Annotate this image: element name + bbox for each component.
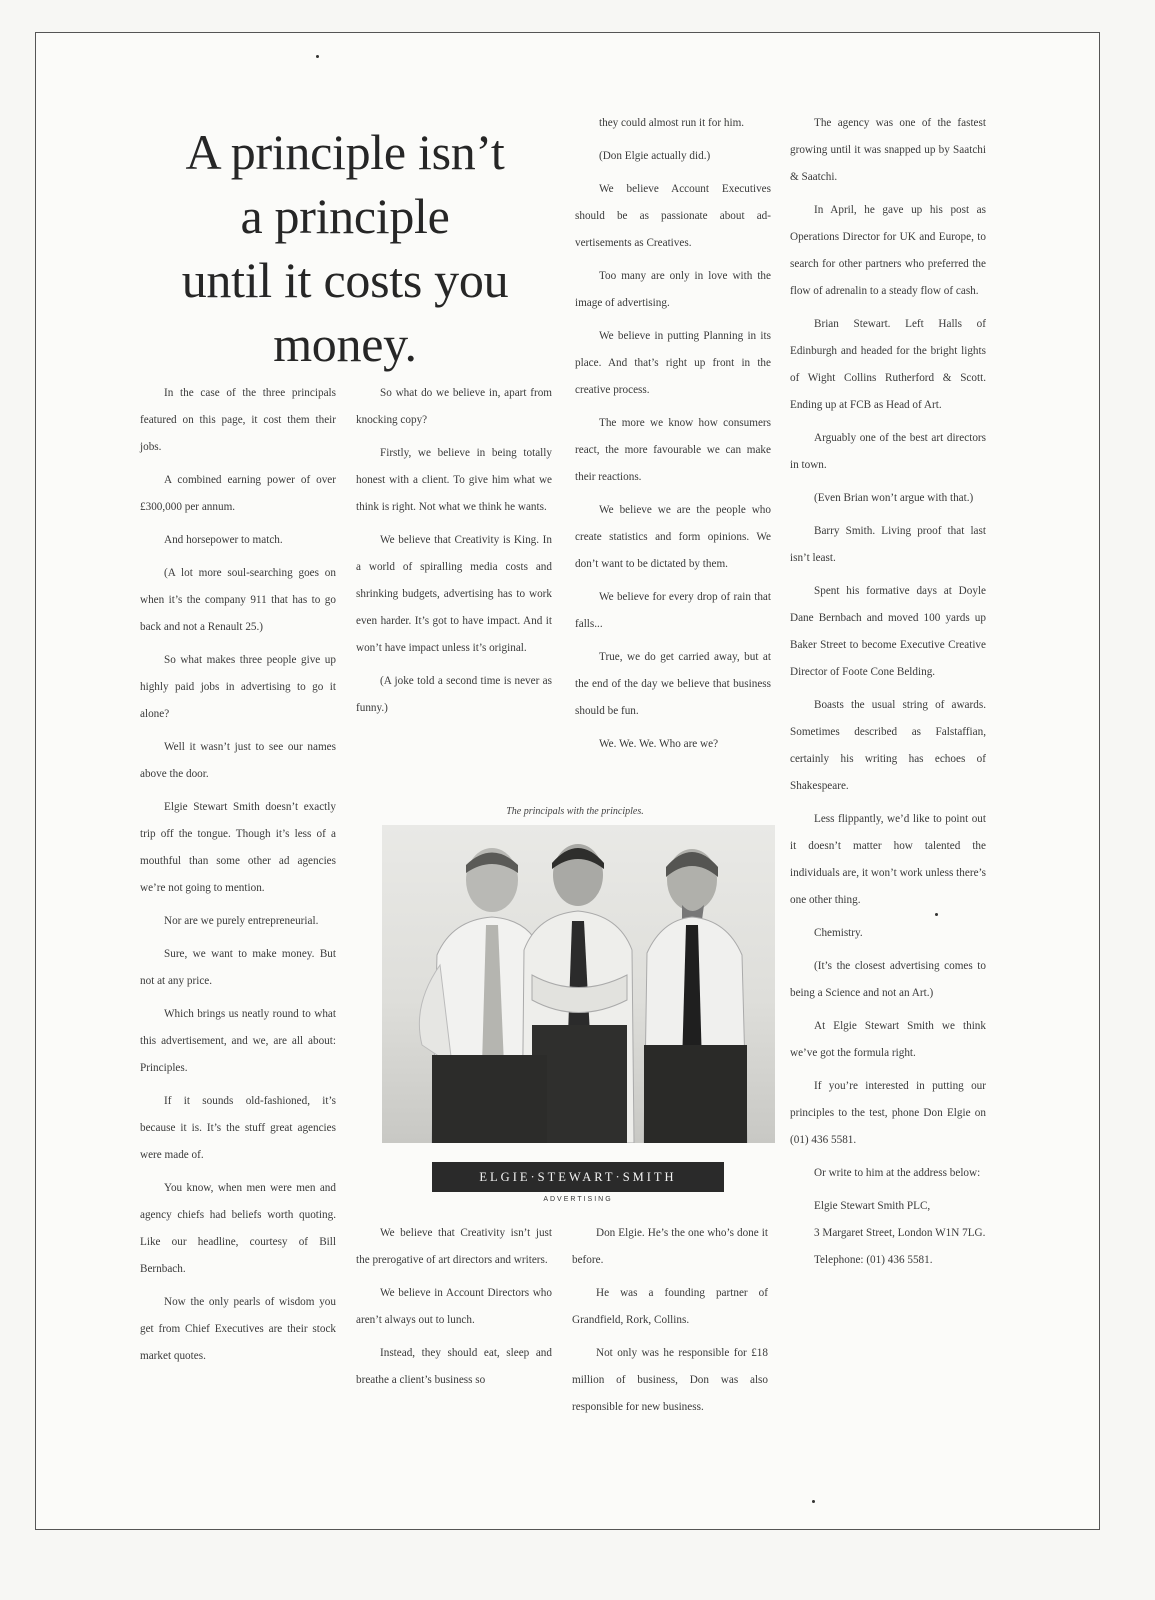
paragraph: Arguably one of the best art directors in town. bbox=[790, 432, 986, 471]
paragraph: Not only was he responsible for £18 million of business, Don was also responsible for new business. bbox=[572, 1347, 768, 1413]
agency-logo-subtitle: ADVERTISING bbox=[543, 1196, 613, 1203]
paragraph: (A lot more soul-searching goes on when it’s the company 911 that has to go back and not a Renault 25.) bbox=[140, 567, 336, 633]
paragraph: Well it wasn’t just to see our names above the door. bbox=[140, 741, 336, 780]
paragraph: We believe in putting Planning in its place. And that’s right up front in the creative process. bbox=[575, 330, 771, 396]
principals-illustration bbox=[382, 825, 775, 1143]
paragraph: So what do we believe in, apart from knocking copy? bbox=[356, 387, 552, 426]
address-company: Elgie Stewart Smith PLC, bbox=[814, 1200, 931, 1212]
paragraph: If it sounds old-fashioned, it’s because it is. It’s the stuff great agencies were made of. bbox=[140, 1095, 336, 1161]
paragraph: Barry Smith. Living proof that last isn’t least. bbox=[790, 525, 986, 564]
paragraph: Brian Stewart. Left Halls of Edinburgh and headed for the bright lights of Wight Collins Rutherford & Scott. Ending up at FCB as Head of Art. bbox=[790, 318, 986, 411]
paragraph: You know, when men were men and agency chiefs had beliefs worth quoting. Like our headline, courtesy of Bill Bernbach. bbox=[140, 1182, 336, 1275]
paragraph: Instead, they should eat, sleep and breathe a client’s business so bbox=[356, 1347, 552, 1386]
paragraph: they could almost run it for him. bbox=[599, 117, 745, 129]
paragraph: So what makes three people give up highly paid jobs in advertising to go it alone? bbox=[140, 654, 336, 720]
headline bbox=[110, 120, 580, 376]
headline-line-4: money. bbox=[273, 316, 417, 372]
print-speck bbox=[812, 1500, 815, 1503]
address-street: 3 Margaret Street, London W1N 7LG. bbox=[814, 1227, 986, 1239]
paragraph: The more we know how consumers react, the more favourable we can make their reactions. bbox=[575, 417, 771, 483]
paragraph: (Even Brian won’t argue with that.) bbox=[814, 492, 974, 504]
paragraph: At Elgie Stewart Smith we think we’ve got the formula right. bbox=[790, 1020, 986, 1059]
paragraph: Boasts the usual string of awards. Sometimes described as Falstaffian, certainly his writing has echoes of Shakespeare. bbox=[790, 699, 986, 792]
paragraph: We believe that Creativity isn’t just the prerogative of art directors and writers. bbox=[356, 1227, 552, 1266]
paragraph: We believe we are the people who create statistics and form opinions. We don’t want to be dictated by them. bbox=[575, 504, 771, 570]
paragraph: Too many are only in love with the image of advertising. bbox=[575, 270, 771, 309]
paragraph: Which brings us neatly round to what this advertisement, and we, are all about: Principles. bbox=[140, 1008, 336, 1074]
paragraph: We believe for every drop of rain that falls... bbox=[575, 591, 771, 630]
body-column-3 bbox=[575, 110, 771, 764]
paragraph: A combined earning power of over £300,000 per annum. bbox=[140, 474, 336, 513]
print-speck bbox=[935, 913, 938, 916]
print-speck bbox=[316, 55, 319, 58]
headline-line-3: until it costs you bbox=[181, 252, 509, 308]
paragraph: Spent his formative days at Doyle Dane Bernbach and moved 100 yards up Baker Street to become Executive Creative Director of Foote Cone Belding. bbox=[790, 585, 986, 678]
paragraph: The agency was one of the fastest growing until it was snapped up by Saatchi & Saatchi. bbox=[790, 117, 986, 183]
paragraph: We believe Account Executives should be as passionate about advertisements as Creatives. bbox=[575, 183, 771, 249]
paragraph: Or write to him at the address below: bbox=[814, 1167, 981, 1179]
photo-caption: The principals with the principles. bbox=[506, 806, 644, 817]
paragraph: (A joke told a second time is never as funny.) bbox=[356, 675, 552, 714]
paragraph: We. We. We. Who are we? bbox=[599, 738, 719, 750]
paragraph: Chemistry. bbox=[814, 927, 863, 939]
headline-line-2: a principle bbox=[240, 188, 450, 244]
body-column-2-lower bbox=[356, 1220, 552, 1400]
paragraph: In April, he gave up his post as Operations Director for UK and Europe, to search for other partners who preferred the flow of adrenalin to a steady flow of cash. bbox=[790, 204, 986, 297]
paragraph: Less flippantly, we’d like to point out it doesn’t matter how talented the individuals are, it won’t work unless there’s one other thing. bbox=[790, 813, 986, 906]
body-column-4 bbox=[790, 110, 986, 1274]
body-column-1 bbox=[140, 380, 336, 1376]
principals-photo bbox=[382, 825, 775, 1143]
paragraph: (It’s the closest advertising comes to being a Science and not an Art.) bbox=[790, 960, 986, 999]
paragraph: He was a founding partner of Grandfield, Rork, Collins. bbox=[572, 1287, 768, 1326]
paragraph: True, we do get carried away, but at the end of the day we believe that business should be fun. bbox=[575, 651, 771, 717]
paragraph: (Don Elgie actually did.) bbox=[599, 150, 711, 162]
body-column-2 bbox=[356, 380, 552, 728]
paragraph: Nor are we purely entrepreneurial. bbox=[164, 915, 319, 927]
paragraph: We believe in Account Directors who aren’t always out to lunch. bbox=[356, 1287, 552, 1326]
agency-logo: ELGIE·STEWART·SMITH bbox=[432, 1162, 724, 1192]
paragraph: If you’re interested in putting our principles to the test, phone Don Elgie on (01) 436 5581. bbox=[790, 1080, 986, 1146]
paragraph: We believe that Creativity is King. In a world of spiralling media costs and shrinking budgets, advertising has to work even harder. It’s got to have impact. And it won’t have impact unless it’s original. bbox=[356, 534, 552, 654]
paragraph: Now the only pearls of wisdom you get from Chief Executives are their stock market quotes. bbox=[140, 1296, 336, 1362]
address-phone: Telephone: (01) 436 5581. bbox=[814, 1254, 933, 1266]
headline-line-1: A principle isn’t bbox=[185, 124, 505, 180]
paragraph: Firstly, we believe in being totally honest with a client. To give him what we think is right. Not what we think he wants. bbox=[356, 447, 552, 513]
paragraph: And horsepower to match. bbox=[164, 534, 283, 546]
body-column-3-lower bbox=[572, 1220, 768, 1427]
paragraph: In the case of the three principals featured on this page, it cost them their jobs. bbox=[140, 387, 336, 453]
paragraph: Sure, we want to make money. But not at any price. bbox=[140, 948, 336, 987]
paragraph: Elgie Stewart Smith doesn’t exactly trip off the tongue. Though it’s less of a mouthful than some other ad agencies we’re not going to mention. bbox=[140, 801, 336, 894]
paragraph: Don Elgie. He’s the one who’s done it before. bbox=[572, 1227, 768, 1266]
